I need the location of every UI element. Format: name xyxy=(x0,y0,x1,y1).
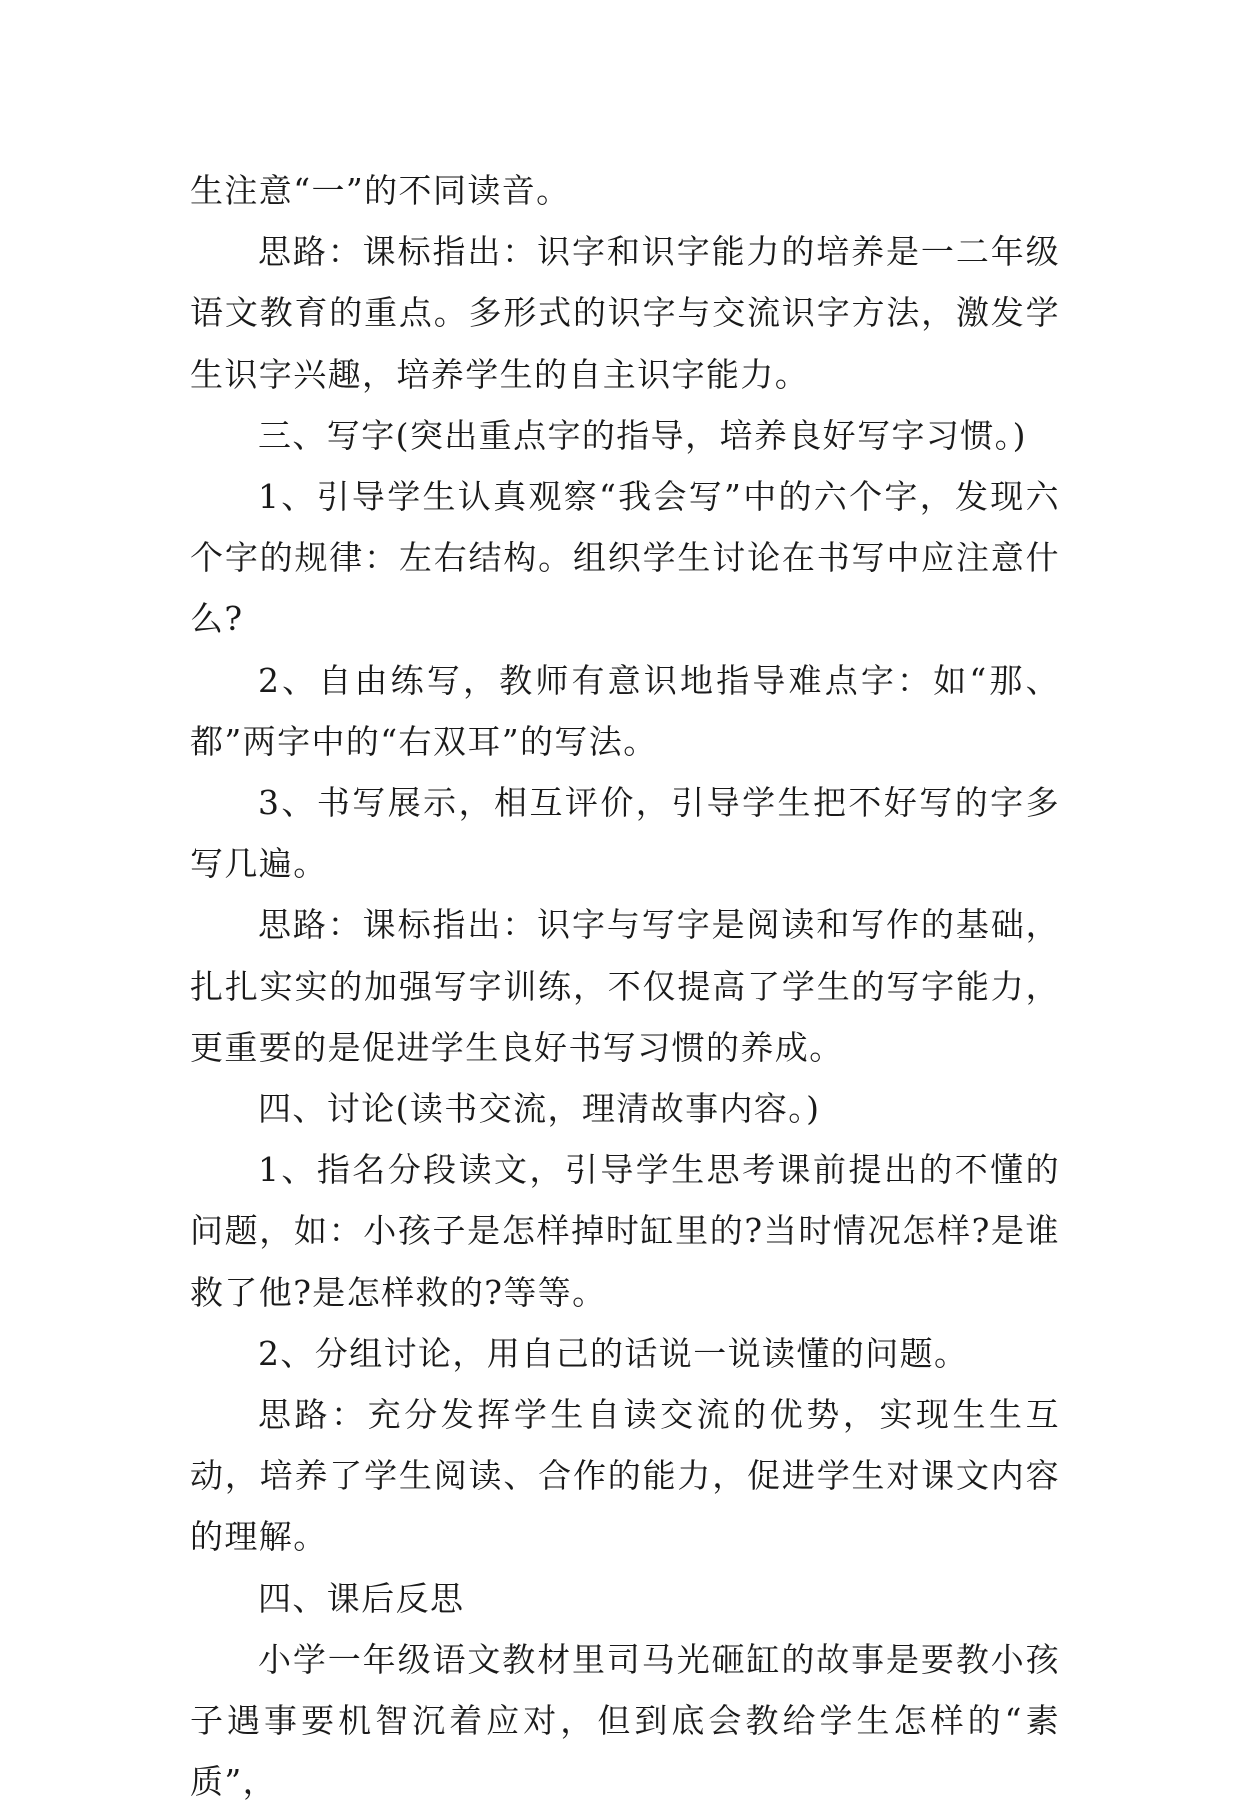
paragraph-writing-step-1: 1、引导学生认真观察“我会写”中的六个字，发现六个字的规律：左右结构。组织学生讨论在书写中应注意什么? xyxy=(190,477,1060,639)
paragraph-continuation: 生注意“一”的不同读音。 xyxy=(190,171,571,210)
paragraph-rationale-writing: 思路：课标指出：识字与写字是阅读和写作的基础，扎扎实实的加强写字训练，不仅提高了学生的写字能力，更重要的是促进学生良好书写习惯的养成。 xyxy=(190,905,1060,1067)
paragraph-rationale-discussion: 思路：充分发挥学生自读交流的优势，实现生生互动，培养了学生阅读、合作的能力，促进学生对课文内容的理解。 xyxy=(190,1395,1060,1557)
paragraph-reflection: 小学一年级语文教材里司马光砸缸的故事是要教小孩子遇事要机智沉着应对，但到底会教给学生怎样的“素质”， xyxy=(190,1639,1060,1802)
paragraph-writing-step-3: 3、书写展示，相互评价，引导学生把不好写的字多写几遍。 xyxy=(190,783,1060,884)
paragraph-rationale-literacy: 思路：课标指出：识字和识字能力的培养是一二年级语文教育的重点。多形式的识字与交流识字方法，激发学生识字兴趣，培养学生的自主识字能力。 xyxy=(190,232,1060,394)
paragraph-discussion-step-1: 1、指名分段读文，引导学生思考课前提出的不懂的问题，如：小孩子是怎样掉时缸里的?当时情况怎样?是谁救了他?是怎样救的?等等。 xyxy=(190,1150,1060,1312)
section-heading-discussion: 四、讨论(读书交流，理清故事内容。) xyxy=(258,1089,821,1129)
section-heading-writing: 三、写字(突出重点字的指导，培养良好写字习惯。) xyxy=(258,415,1027,455)
section-heading-reflection: 四、课后反思 xyxy=(258,1578,465,1618)
paragraph-discussion-step-2: 2、分组讨论，用自己的话说一说读懂的问题。 xyxy=(258,1333,969,1373)
paragraph-writing-step-2: 2、自由练写，教师有意识地指导难点字：如“那、都”两字中的“右双耳”的写法。 xyxy=(190,660,1060,761)
document-body xyxy=(190,160,1060,1812)
